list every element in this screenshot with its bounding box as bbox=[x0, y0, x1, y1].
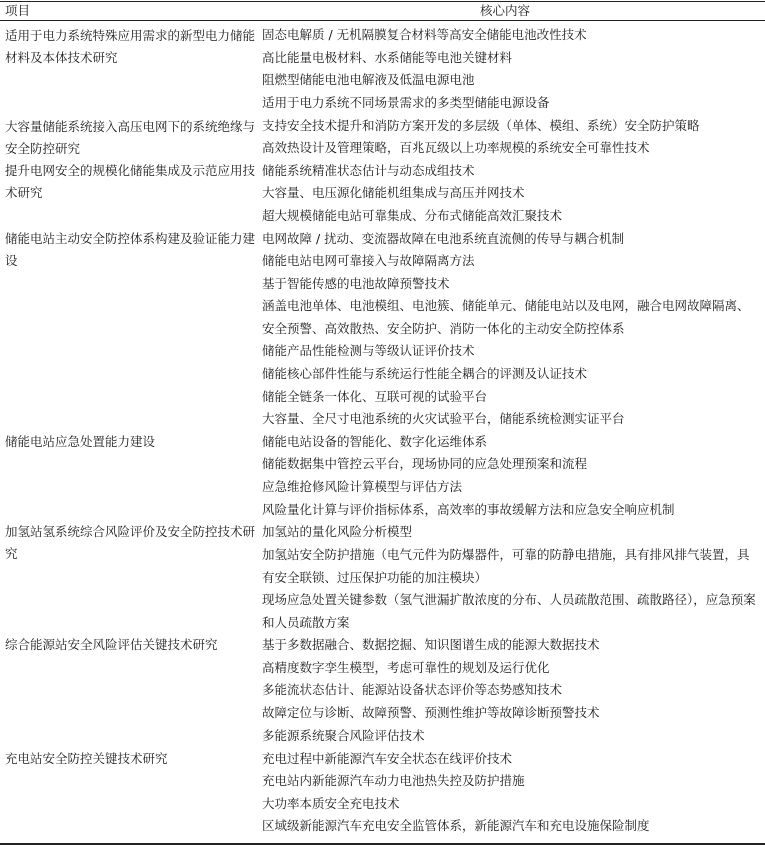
header-content: 核心内容 bbox=[480, 3, 531, 18]
row-8-content-1: 充电过程中新能源汽车安全状态在线评价技术 bbox=[262, 751, 513, 766]
row-4-item: 储能电站主动安全防控体系构建及验证能力建设 bbox=[5, 231, 256, 268]
row-1-item: 适用于电力系统特殊应用需求的新型电力储能材料及本体技术研究 bbox=[5, 28, 256, 65]
table-top-rule bbox=[0, 1, 765, 2]
row-4-content-7: 储能全链条一体化、互联可视的试验平台 bbox=[262, 389, 488, 404]
row-5-content-1: 储能电站设备的智能化、数字化运维体系 bbox=[262, 434, 488, 449]
row-3-item: 提升电网安全的规模化储能集成及示范应用技术研究 bbox=[5, 163, 256, 200]
row-3-content-2: 大容量、电压源化储能机组集成与高压并网技术 bbox=[262, 185, 525, 200]
row-5-item: 储能电站应急处置能力建设 bbox=[5, 434, 156, 449]
row-4-content-2: 储能电站电网可靠接入与故障隔离方法 bbox=[262, 253, 475, 268]
row-3-content-3: 超大规模储能电站可靠集成、分布式储能高效汇聚技术 bbox=[262, 208, 563, 223]
row-2-content-1: 支持安全技术提升和消防方案开发的多层级（单体、模组、系统）安全防护策略 bbox=[262, 118, 700, 133]
row-4-content-5: 储能产品性能检测与等级认证评价技术 bbox=[262, 343, 475, 358]
row-4-content-8: 大容量、全尺寸电池系统的火灾试验平台，储能系统检测实证平台 bbox=[262, 411, 625, 426]
row-4-content-4: 涵盖电池单体、电池模组、电池簇、储能单元、储能电站以及电网，融合电网故障隔离、安全预警、高效散热、安全防护、消防一体化的主动安全防控体系 bbox=[262, 298, 750, 336]
row-7-content-3: 多能流状态估计、能源站设备状态评价等态势感知技术 bbox=[262, 682, 563, 697]
header-rule bbox=[0, 20, 765, 21]
row-5-content-2: 储能数据集中管控云平台，现场协同的应急处理预案和流程 bbox=[262, 456, 588, 471]
row-7-content-5: 多能源系统聚合风险评估技术 bbox=[262, 728, 425, 743]
row-1-content-3: 阻燃型储能电池电解液及低温电源电池 bbox=[262, 72, 475, 87]
row-4-content-3: 基于智能传感的电池故障预警技术 bbox=[262, 276, 450, 291]
row-8-content-2: 充电站内新能源汽车动力电池热失控及防护措施 bbox=[262, 773, 525, 788]
row-6-content-3: 现场应急处置关键参数（氢气泄漏扩散浓度的分布、人员疏散范围、疏散路径），应急预案和人员疏散方案 bbox=[262, 592, 756, 630]
row-2-item: 大容量储能系统接入高压电网下的系统绝缘与安全防控研究 bbox=[5, 119, 256, 156]
row-1-content-4: 适用于电力系统不同场景需求的多类型储能电源设备 bbox=[262, 95, 550, 110]
row-8-content-4: 区域级新能源汽车充电安全监管体系，新能源汽车和充电设施保险制度 bbox=[262, 818, 650, 833]
row-3-content-1: 储能系统精准状态估计与动态成组技术 bbox=[262, 163, 475, 178]
row-8-item: 充电站安全防控关键技术研究 bbox=[5, 751, 168, 766]
row-7-content-2: 高精度数字孪生模型，考虑可靠性的规划及运行优化 bbox=[262, 660, 550, 675]
row-1-content-2: 高比能量电极材料、水系储能等电池关键材料 bbox=[262, 50, 513, 65]
row-7-content-4: 故障定位与诊断、故障预警、预测性维护等故障诊断预警技术 bbox=[262, 705, 600, 720]
row-5-content-3: 应急维抢修风险计算模型与评估方法 bbox=[262, 479, 463, 494]
row-8-content-3: 大功率本质安全充电技术 bbox=[262, 796, 400, 811]
row-2-content-2: 高效热设计及管理策略，百兆瓦级以上功率规模的系统安全可靠性技术 bbox=[262, 140, 650, 155]
table-bottom-rule bbox=[0, 843, 765, 845]
row-5-content-4: 风险量化计算与评价指标体系，高效率的事故缓解方法和应急安全响应机制 bbox=[262, 502, 675, 517]
row-6-item: 加氢站氢系统综合风险评价及安全防控技术研究 bbox=[5, 524, 256, 561]
row-1-content-1: 固态电解质 / 无机隔膜复合材料等高安全储能电池改性技术 bbox=[262, 27, 587, 42]
row-7-content-1: 基于多数据融合、数据挖掘、知识图谱生成的能源大数据技术 bbox=[262, 637, 600, 652]
row-4-content-1: 电网故障 / 扰动、变流器故障在电池系统直流侧的传导与耦合机制 bbox=[262, 231, 625, 246]
row-6-content-1: 加氢站的量化风险分析模型 bbox=[262, 524, 413, 539]
row-7-item: 综合能源站安全风险评估关键技术研究 bbox=[5, 637, 218, 652]
row-6-content-2: 加氢站安全防护措施（电气元件为防爆器件，可靠的防静电措施，具有排风排气装置，具有安全联锁、过压保护功能的加注模块） bbox=[262, 547, 750, 585]
row-4-content-6: 储能核心部件性能与系统运行性能全耦合的评测及认证技术 bbox=[262, 366, 588, 381]
header-item: 项目 bbox=[5, 3, 31, 18]
